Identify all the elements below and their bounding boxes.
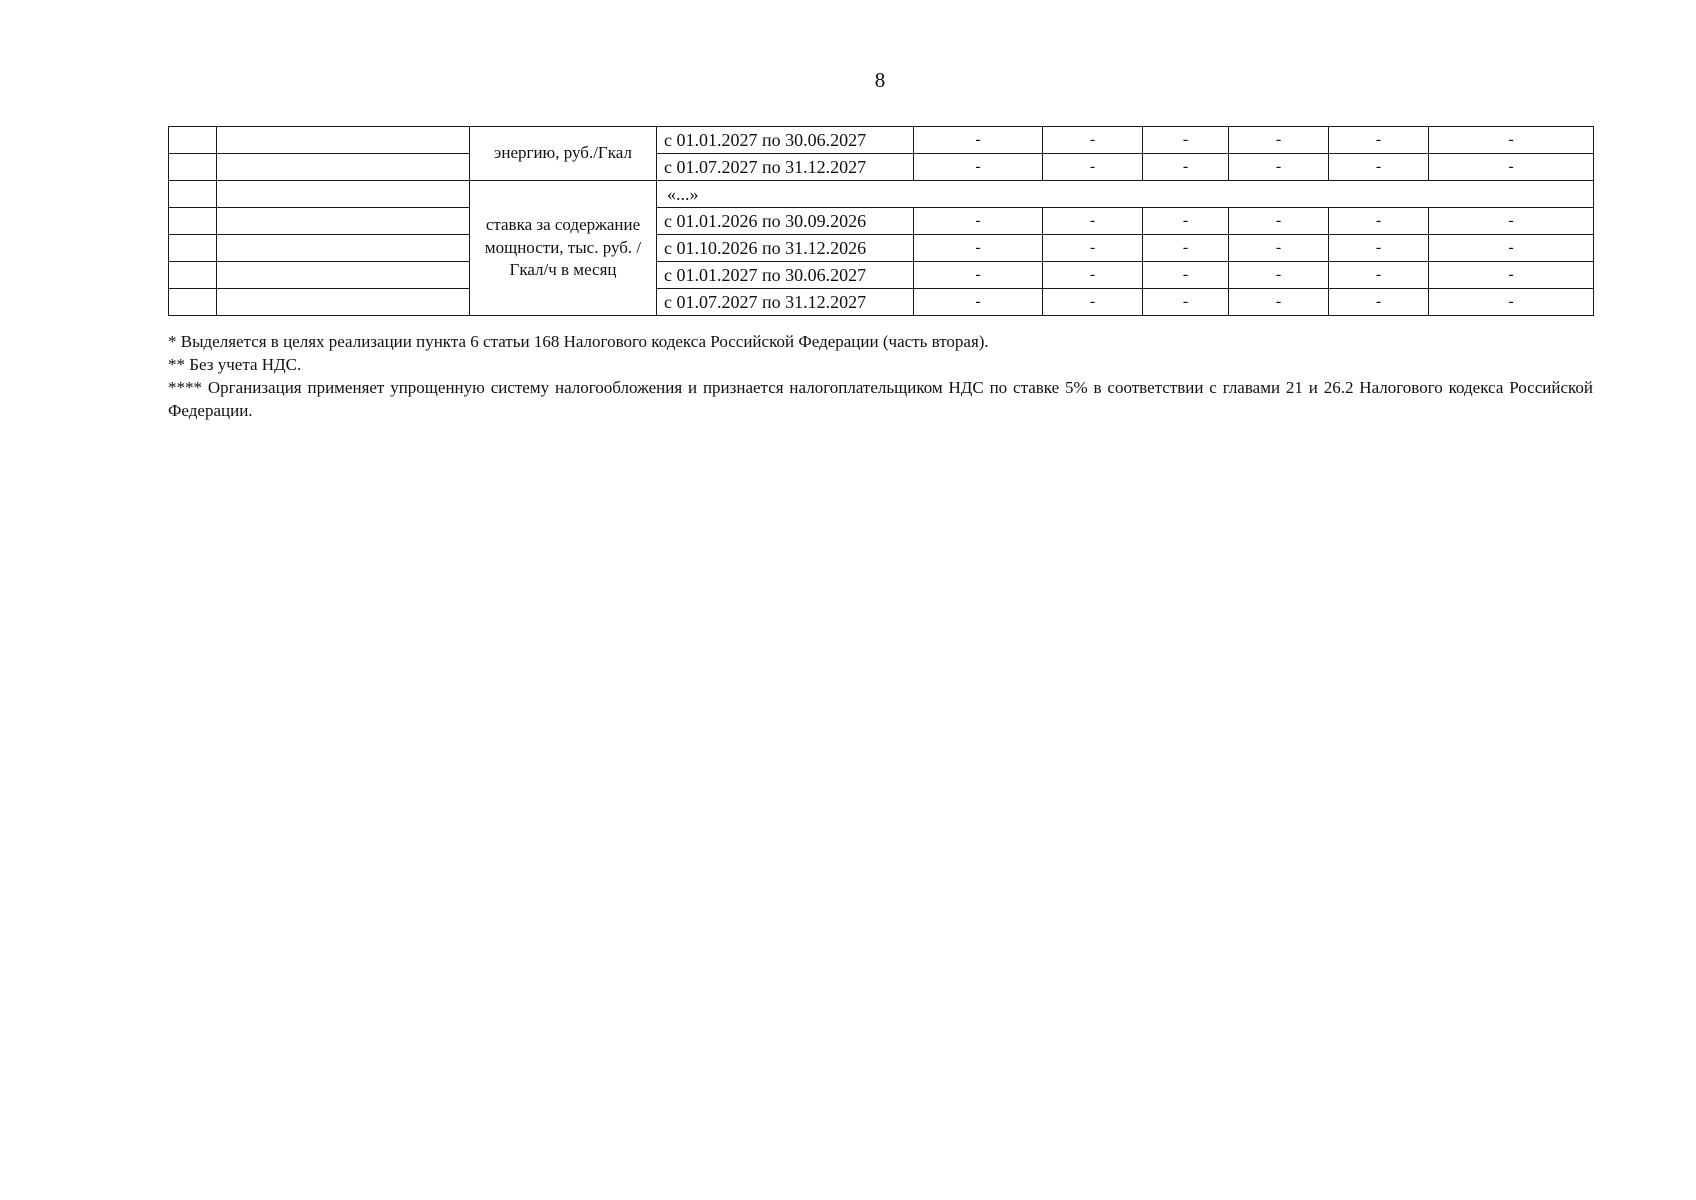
value-cell: - <box>1143 208 1229 235</box>
empty-cell <box>217 235 470 262</box>
value-cell: - <box>1143 127 1229 154</box>
unit-capacity-cell: ставка за содержание мощности, тыс. руб. /Гкал/ч в месяц <box>470 181 657 316</box>
value-cell: - <box>914 154 1043 181</box>
empty-cell <box>217 289 470 316</box>
table-row <box>169 289 1594 316</box>
ellipsis-cell: «...» <box>657 181 1594 208</box>
value-cell: - <box>1229 235 1329 262</box>
empty-cell <box>169 262 217 289</box>
table-row <box>169 235 1594 262</box>
value-cell: - <box>1043 154 1143 181</box>
period-cell: с 01.01.2027 по 30.06.2027 <box>657 127 914 154</box>
value-cell: - <box>914 208 1043 235</box>
value-cell: - <box>1229 262 1329 289</box>
empty-cell <box>217 208 470 235</box>
period-cell: с 01.01.2026 по 30.09.2026 <box>657 208 914 235</box>
value-cell: - <box>914 127 1043 154</box>
value-cell: - <box>1229 127 1329 154</box>
value-cell: - <box>1143 235 1229 262</box>
value-cell: - <box>1429 235 1594 262</box>
table-row <box>169 181 1594 208</box>
period-cell: с 01.07.2027 по 31.12.2027 <box>657 154 914 181</box>
value-cell: - <box>1329 208 1429 235</box>
value-cell: - <box>1043 262 1143 289</box>
value-cell: - <box>1043 235 1143 262</box>
value-cell: - <box>1429 127 1594 154</box>
value-cell: - <box>1429 154 1594 181</box>
empty-cell <box>169 127 217 154</box>
value-cell: - <box>914 289 1043 316</box>
value-cell: - <box>1043 208 1143 235</box>
value-cell: - <box>1329 262 1429 289</box>
empty-cell <box>217 154 470 181</box>
table-row <box>169 262 1594 289</box>
value-cell: - <box>1143 289 1229 316</box>
empty-cell <box>169 181 217 208</box>
empty-cell <box>217 127 470 154</box>
value-cell: - <box>1429 208 1594 235</box>
empty-cell <box>217 181 470 208</box>
period-cell: с 01.01.2027 по 30.06.2027 <box>657 262 914 289</box>
value-cell: - <box>1229 154 1329 181</box>
period-cell: с 01.10.2026 по 31.12.2026 <box>657 235 914 262</box>
table-row <box>169 154 1594 181</box>
empty-cell <box>169 154 217 181</box>
footnote-without-vat: ** Без учета НДС. <box>168 355 302 374</box>
footnote-vat-allocation: * Выделяется в целях реализации пункта 6 статьи 168 Налогового кодекса Российской Федерации (часть вторая). <box>168 332 989 351</box>
tariff-table <box>168 126 1594 316</box>
table-row <box>169 127 1594 154</box>
empty-cell <box>169 289 217 316</box>
value-cell: - <box>1143 262 1229 289</box>
value-cell: - <box>1429 262 1594 289</box>
value-cell: - <box>1229 289 1329 316</box>
value-cell: - <box>1229 208 1329 235</box>
footnote-simplified-tax: **** Организация применяет упрощенную систему налогообложения и признается налогоплательщиком НДС по ставке 5% в соответствии с главами 21 и 26.2 Налогового кодекса Российской Федерации. <box>168 378 1593 420</box>
value-cell: - <box>1143 154 1229 181</box>
table-row <box>169 208 1594 235</box>
value-cell: - <box>1329 127 1429 154</box>
footnotes <box>168 330 1593 422</box>
empty-cell <box>169 208 217 235</box>
value-cell: - <box>914 235 1043 262</box>
value-cell: - <box>1043 127 1143 154</box>
period-cell: с 01.07.2027 по 31.12.2027 <box>657 289 914 316</box>
unit-energy-cell: энергию, руб./Гкал <box>470 127 657 181</box>
value-cell: - <box>914 262 1043 289</box>
value-cell: - <box>1043 289 1143 316</box>
value-cell: - <box>1429 289 1594 316</box>
page-number: 8 <box>874 68 886 92</box>
value-cell: - <box>1329 289 1429 316</box>
value-cell: - <box>1329 154 1429 181</box>
empty-cell <box>217 262 470 289</box>
empty-cell <box>169 235 217 262</box>
value-cell: - <box>1329 235 1429 262</box>
